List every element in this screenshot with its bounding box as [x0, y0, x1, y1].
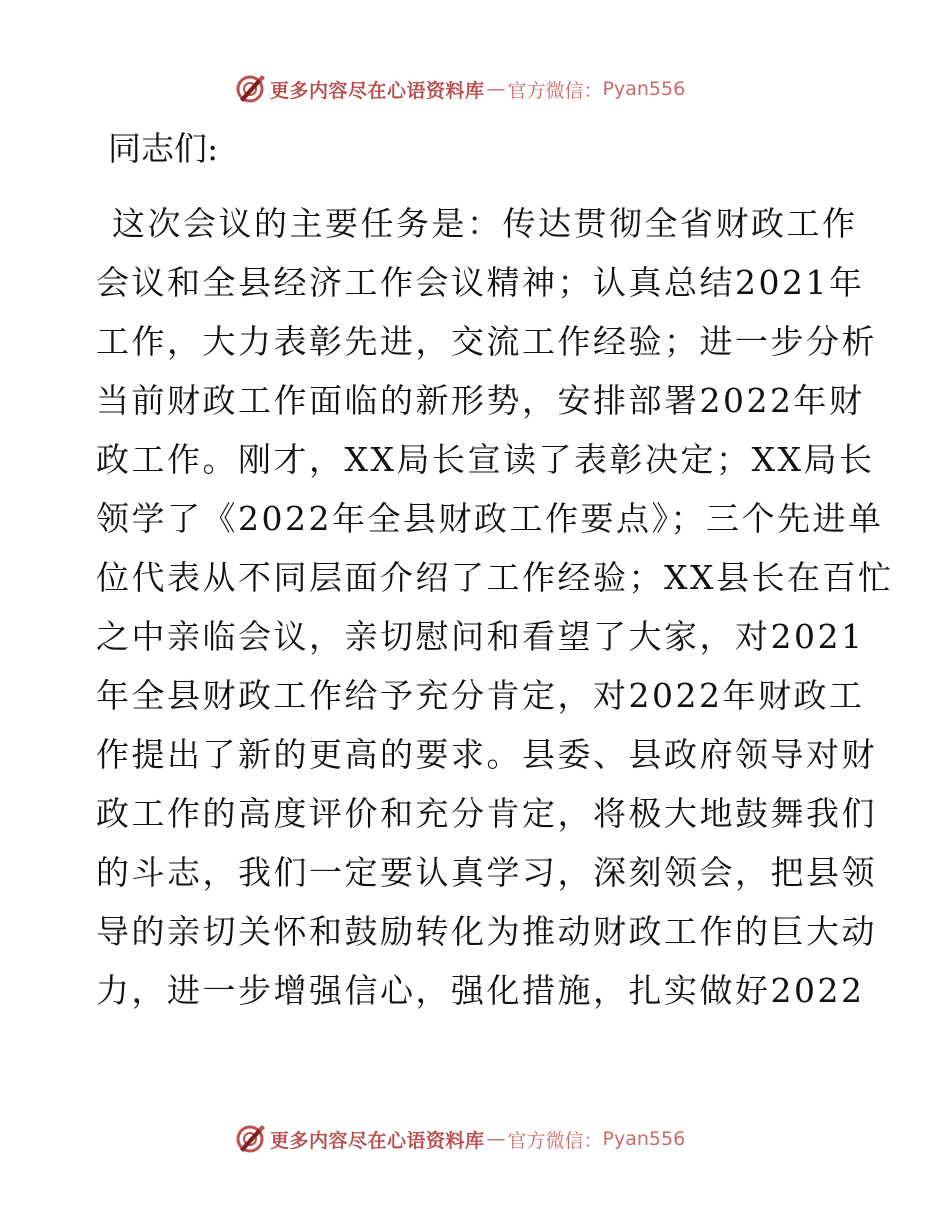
text-line: 年全县财政工作给予充分肯定，对2022年财政工	[96, 676, 865, 715]
salutation: 同志们:	[108, 129, 219, 168]
text-line: 会议和全县经济工作会议精神；认真总结2021年	[96, 263, 865, 302]
pen-logo-icon	[234, 73, 266, 105]
watermark-separator: —	[486, 1128, 506, 1150]
watermark-separator: —	[486, 78, 506, 100]
watermark-wechat-id: Pyan556	[602, 1128, 686, 1150]
pen-logo-icon	[234, 1123, 266, 1155]
text-line: 政工作的高度评价和充分肯定，将极大地鼓舞我们	[96, 794, 877, 833]
body-paragraph	[96, 194, 894, 1020]
text-line: 作提出了新的更高的要求。县委、县政府领导对财	[96, 735, 877, 774]
text-line: 位代表从不同层面介绍了工作经验；XX县长在百忙	[96, 558, 894, 597]
text-line: 工作，大力表彰先进，交流工作经验；进一步分析	[96, 322, 877, 361]
watermark-label: 官方微信：	[507, 1129, 603, 1152]
header-watermark	[234, 72, 685, 106]
footer-watermark	[234, 1122, 685, 1156]
text-line: 领学了《2022年全县财政工作要点》；三个先进单	[96, 499, 884, 538]
watermark-site-text: 更多内容尽在心语资料库	[270, 79, 485, 102]
watermark-wechat-id: Pyan556	[602, 78, 686, 100]
text-line: 力，进一步增强信心，强化措施，扎实做好2022	[96, 971, 865, 1010]
text-line: 政工作。刚才，XX局长宣读了表彰决定；XX局长	[96, 440, 875, 479]
text-line: 的斗志，我们一定要认真学习，深刻领会，把县领	[96, 853, 877, 892]
watermark-label: 官方微信：	[507, 79, 603, 102]
text-line: 这次会议的主要任务是：传达贯彻全省财政工作	[112, 204, 858, 243]
text-line: 当前财政工作面临的新形势，安排部署2022年财	[96, 381, 865, 420]
watermark-site-text: 更多内容尽在心语资料库	[270, 1129, 485, 1152]
text-line: 导的亲切关怀和鼓励转化为推动财政工作的巨大动	[96, 912, 877, 951]
text-line: 之中亲临会议，亲切慰问和看望了大家，对2021	[96, 617, 865, 656]
